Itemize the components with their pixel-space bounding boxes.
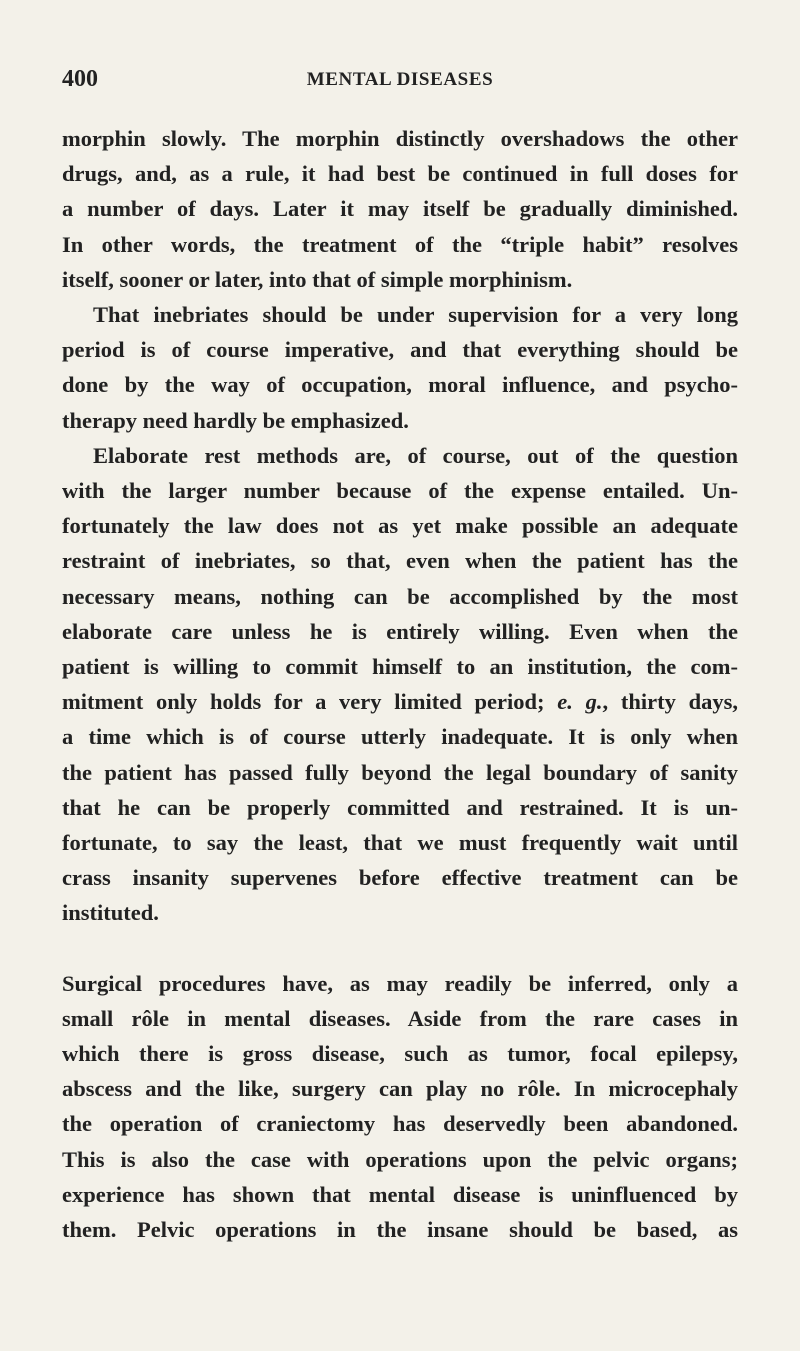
text-line: experience has shown that mental disease is uninfluenced by xyxy=(62,1181,738,1207)
page-number: 400 xyxy=(62,66,98,92)
text-line: a number of days. Later it may itself be gradually diminished. xyxy=(62,196,738,222)
text-line: which there is gross disease, such as tumor, focal epilepsy, xyxy=(62,1041,738,1067)
text-line: patient is willing to commit himself to an institution, the com- xyxy=(62,654,738,680)
text-line: fortunately the law does not as yet make possible an adequate xyxy=(62,513,738,539)
text-line: the operation of craniectomy has deservedly been abandoned. xyxy=(62,1111,738,1137)
text-line: therapy need hardly be emphasized. xyxy=(62,407,409,433)
running-title: MENTAL DISEASES xyxy=(306,69,494,90)
paragraph-1 xyxy=(62,121,738,297)
paragraph-2 xyxy=(62,297,738,438)
text-line: restraint of inebriates, so that, even when the patient has the xyxy=(62,548,738,574)
text-line: done by the way of occupation, moral influence, and psycho- xyxy=(62,372,738,398)
text-line: them. Pelvic operations in the insane should be based, as xyxy=(62,1217,738,1243)
page-body xyxy=(62,121,738,1247)
text-line: itself, sooner or later, into that of simple morphinism. xyxy=(62,266,573,292)
text-line: small rôle in mental diseases. Aside from the rare cases in xyxy=(62,1005,738,1031)
text-line: In other words, the treatment of the “triple habit” resolves xyxy=(62,231,738,257)
text-line: This is also the case with operations upon the pelvic organs; xyxy=(62,1146,738,1172)
text-line: necessary means, nothing can be accomplished by the most xyxy=(62,583,738,609)
text-line: morphin slowly. The morphin distinctly overshadows the other xyxy=(62,126,738,151)
text-line: the patient has passed fully beyond the legal boundary of sanity xyxy=(62,759,738,785)
paragraph-4 xyxy=(62,966,738,1248)
text-line: mitment only holds for a very limited period; e. g., thirty days, xyxy=(62,689,738,715)
text-line: Elaborate rest methods are, of course, out of the question xyxy=(93,442,738,468)
text-line: that he can be properly committed and restrained. It is un- xyxy=(62,794,738,820)
text-line: with the larger number because of the expense entailed. Un- xyxy=(62,478,738,504)
text-line: period is of course imperative, and that everything should be xyxy=(62,337,738,363)
page-header xyxy=(62,66,738,100)
text-line: instituted. xyxy=(62,900,159,926)
text-line: a time which is of course utterly inadequate. It is only when xyxy=(62,724,738,750)
text-line: fortunate, to say the least, that we must frequently wait until xyxy=(62,830,738,856)
text-line: That inebriates should be under supervision for a very long xyxy=(93,302,738,328)
paragraph-3 xyxy=(62,438,738,931)
text-line: crass insanity supervenes before effective treatment can be xyxy=(62,865,738,891)
text-line: elaborate care unless he is entirely willing. Even when the xyxy=(62,618,738,644)
text-line: abscess and the like, surgery can play no rôle. In microcephaly xyxy=(62,1076,738,1102)
text-line: drugs, and, as a rule, it had best be continued in full doses for xyxy=(62,161,738,187)
text-line: Surgical procedures have, as may readily be inferred, only a xyxy=(62,970,738,996)
